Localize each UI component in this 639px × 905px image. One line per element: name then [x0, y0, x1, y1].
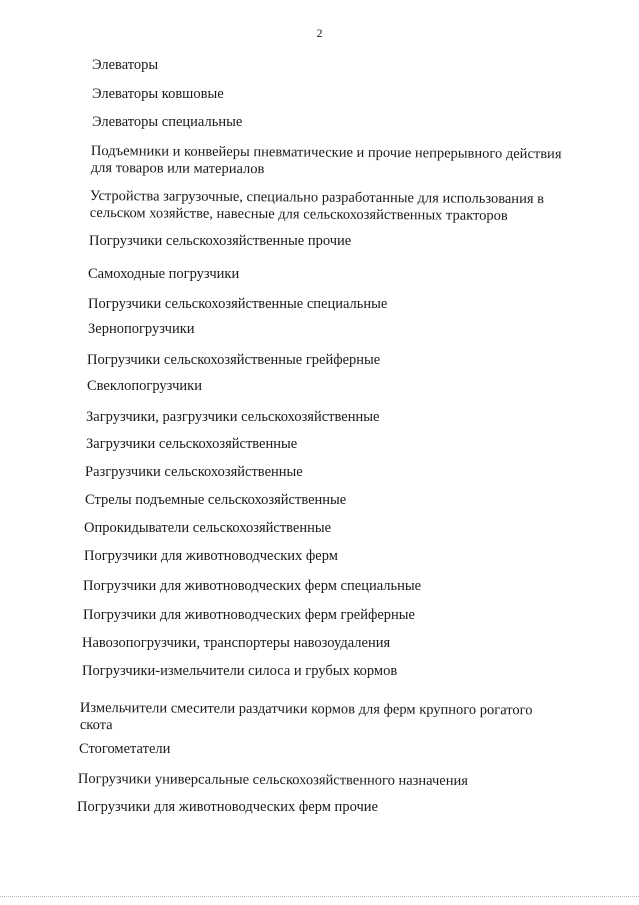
list-item-text: Погрузчики сельскохозяйственные грейферные — [87, 352, 381, 368]
list-item — [90, 188, 544, 225]
list-item — [88, 296, 387, 313]
list-item — [85, 492, 346, 509]
list-item — [88, 321, 195, 338]
list-item — [79, 741, 170, 758]
list-item-text: Погрузчики сельскохозяйственные прочие — [89, 233, 352, 249]
list-item-text: Погрузчики для животноводческих ферм грейферные — [83, 607, 415, 623]
list-item-text: Погрузчики сельскохозяйственные специальные — [88, 296, 388, 312]
list-item-text: сельском хозяйстве, навесные для сельскохозяйственных тракторов — [89, 204, 508, 224]
list-item-text: Измельчители смесители раздатчики кормов для ферм крупного рогатого — [79, 700, 533, 719]
list-item — [92, 86, 224, 103]
list-item-text: Элеваторы специальные — [92, 114, 243, 130]
list-item-text: Навозопогрузчики, транспортеры навозоудаления — [82, 635, 391, 651]
list-item — [82, 635, 390, 652]
list-item — [88, 266, 239, 283]
list-item — [91, 143, 562, 180]
list-item-text: Разгрузчики сельскохозяйственные — [85, 464, 303, 480]
list-item-text: скота — [79, 716, 113, 734]
list-item-text: Погрузчики универсальные сельскохозяйственного назначения — [77, 771, 468, 790]
bottom-edge-rule — [0, 896, 639, 897]
list-item-text: Зернопогрузчики — [88, 321, 195, 337]
list-item — [86, 409, 379, 426]
list-item-text: Элеваторы — [92, 57, 159, 73]
list-item-text: Свеклопогрузчики — [87, 378, 202, 394]
list-item-text: Погрузчики-измельчители силоса и грубых кормов — [82, 663, 398, 679]
page-number: 2 — [316, 26, 323, 40]
list-item-text: Стрелы подъемные сельскохозяйственные — [85, 492, 347, 508]
list-item-text: для товаров или материалов — [90, 159, 265, 178]
list-item — [92, 114, 242, 131]
list-item-text: Самоходные погрузчики — [88, 266, 240, 282]
list-item — [89, 233, 351, 250]
list-item — [78, 771, 468, 790]
list-item-text: Загрузчики, разгрузчики сельскохозяйственные — [86, 409, 380, 425]
list-item — [83, 607, 415, 624]
list-item — [84, 548, 338, 565]
list-item — [84, 520, 331, 537]
list-item — [80, 700, 533, 736]
list-item-text: Погрузчики для животноводческих ферм прочие — [77, 799, 378, 815]
list-item-text: Устройства загрузочные, специально разработанные для использования в — [89, 188, 545, 208]
list-item-text: Погрузчики для животноводческих ферм специальные — [83, 578, 422, 594]
list-item-text: Погрузчики для животноводческих ферм — [84, 548, 338, 564]
list-item-text: Опрокидыватели сельскохозяйственные — [84, 520, 332, 536]
list-item-text: Стогометатели — [79, 741, 171, 757]
list-item — [83, 578, 421, 595]
list-item-text: Загрузчики сельскохозяйственные — [86, 436, 298, 452]
list-item — [86, 436, 297, 453]
list-item-text: Элеваторы ковшовые — [92, 86, 224, 102]
list-item — [87, 378, 202, 395]
list-item — [77, 799, 378, 816]
list-item — [85, 464, 303, 481]
list-item — [87, 352, 380, 369]
list-item — [92, 57, 158, 74]
list-item — [82, 663, 397, 680]
list-item-text: Подъемники и конвейеры пневматические и прочие непрерывного действия — [90, 143, 562, 163]
